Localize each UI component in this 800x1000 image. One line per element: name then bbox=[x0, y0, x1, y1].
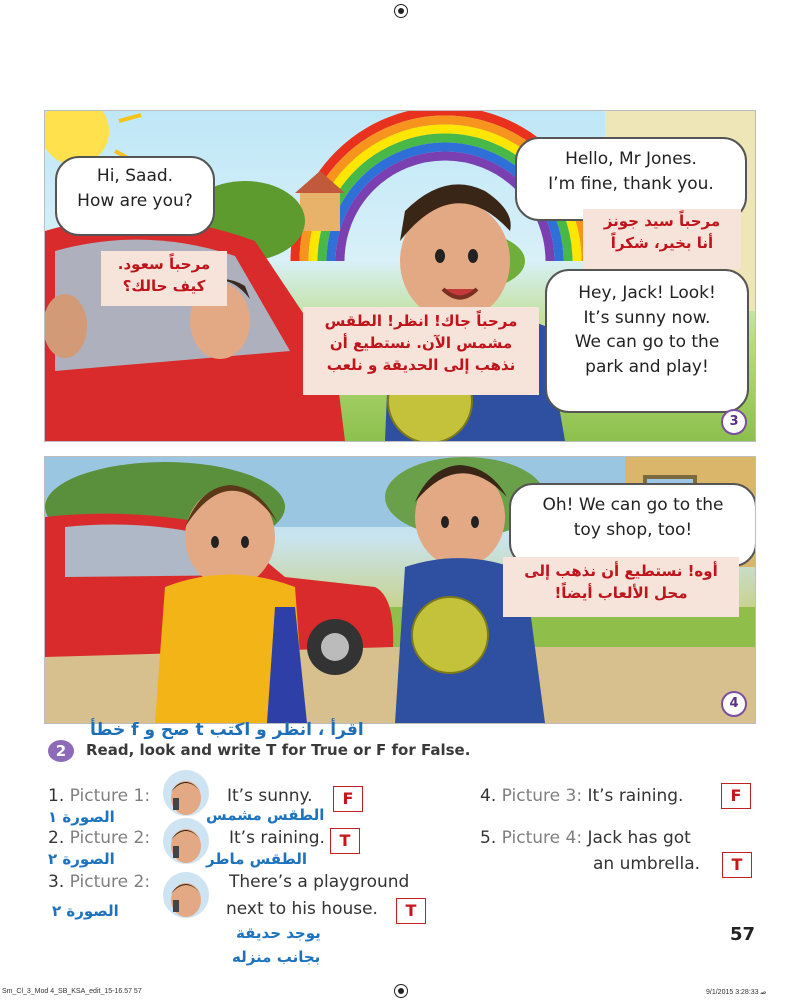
item-5-statement-line-2: an umbrella. bbox=[593, 854, 701, 874]
avatar-boy-phone-icon bbox=[163, 818, 209, 864]
arabic-translation-hi-saad bbox=[101, 251, 227, 306]
speech-bubble-hey-jack bbox=[545, 269, 749, 413]
item-2-arabic-text: الطقس ماطر bbox=[206, 850, 307, 868]
translation-line: مشمس الآن. نستطيع أن bbox=[329, 333, 513, 352]
item-3-statement-line-2: next to his house. bbox=[226, 899, 378, 919]
item-2-row bbox=[48, 828, 150, 848]
answer-box-2[interactable]: T bbox=[330, 828, 360, 854]
item-3-arabic-picture: الصورة ٢ bbox=[52, 902, 119, 920]
item-2-arabic-picture: الصورة ٢ bbox=[48, 850, 115, 868]
avatar-boy-phone-icon bbox=[163, 770, 209, 816]
exercise-number: 2 bbox=[48, 740, 74, 762]
item-3-arabic-text-line-2: بجانب منزله bbox=[232, 948, 321, 966]
avatar-boy-phone-icon bbox=[163, 872, 209, 918]
answer-box-1[interactable]: F bbox=[333, 786, 363, 812]
arabic-translation-mr-jones bbox=[583, 209, 741, 269]
instruction-english: Read, look and write T for True or F for False. bbox=[86, 741, 471, 759]
translation-line: مرحباً جاك! انظر! الطقس bbox=[324, 312, 518, 330]
item-5-row bbox=[480, 828, 691, 848]
translation-line: نذهب إلى الحديقة و نلعب bbox=[326, 355, 516, 374]
bubble-text-line: I’m fine, thank you. bbox=[548, 173, 714, 194]
item-1-row bbox=[48, 786, 150, 806]
item-picture-label: Picture 3: bbox=[501, 786, 583, 806]
instruction-arabic: اقرأ ، انظر و اكتب t صح و f خطأ bbox=[90, 720, 364, 740]
bubble-text-line: It’s sunny now. bbox=[583, 307, 711, 328]
item-picture-label: Picture 2: bbox=[69, 872, 151, 892]
panel-number-3: 3 bbox=[721, 409, 747, 435]
item-2-statement: It’s raining. bbox=[229, 828, 325, 848]
bubble-text-line: We can go to the bbox=[574, 332, 720, 353]
bubble-text-line: Hi, Saad. bbox=[96, 166, 174, 186]
page-number: 57 bbox=[730, 924, 756, 945]
arabic-translation-toy-shop bbox=[503, 557, 739, 617]
translation-line: مرحباً سيد جونز bbox=[603, 212, 721, 230]
item-4-statement: It’s raining. bbox=[587, 786, 684, 806]
comic-panel-3 bbox=[44, 110, 756, 442]
item-3-statement-line-1: There’s a playground bbox=[229, 872, 410, 892]
answer-box-5[interactable]: T bbox=[722, 852, 752, 878]
footer-file-slug: Sm_Cl_3_Mod 4_SB_KSA_edit_15-16.57 57 bbox=[2, 988, 142, 995]
item-number: 4. bbox=[480, 786, 497, 806]
translation-line: أوه! نستطيع أن نذهب إلى bbox=[524, 562, 718, 580]
panel-number-4: 4 bbox=[721, 691, 747, 717]
item-5-statement-line-1: Jack has got bbox=[587, 828, 691, 848]
speech-bubble-toy-shop bbox=[509, 483, 756, 567]
item-picture-label: Picture 2: bbox=[69, 828, 151, 848]
item-number: 1. bbox=[48, 786, 65, 806]
translation-line: أنا بخير، شكراً bbox=[610, 233, 714, 252]
item-1-arabic-picture: الصورة ١ bbox=[48, 808, 115, 826]
translation-line: مرحباً سعود. bbox=[117, 255, 211, 273]
translation-line: كيف حالك؟ bbox=[122, 276, 206, 295]
registration-mark-top bbox=[394, 4, 408, 18]
bubble-text-line: Oh! We can go to the bbox=[542, 495, 724, 515]
translation-line: محل الألعاب أيضاً! bbox=[554, 583, 688, 602]
answer-box-3[interactable]: T bbox=[396, 898, 426, 924]
bubble-text-line: park and play! bbox=[585, 356, 709, 377]
item-3-arabic-text-line-1: يوجد حديقة bbox=[236, 924, 321, 942]
item-1-statement: It’s sunny. bbox=[227, 786, 313, 806]
item-number: 5. bbox=[480, 828, 497, 848]
bubble-text-line: toy shop, too! bbox=[573, 519, 693, 540]
ball-icon bbox=[412, 597, 488, 673]
item-picture-label: Picture 1: bbox=[69, 786, 151, 806]
comic-panel-4 bbox=[44, 456, 756, 724]
registration-mark-bottom bbox=[394, 984, 408, 998]
item-picture-label: Picture 4: bbox=[501, 828, 583, 848]
item-4-row bbox=[480, 786, 683, 806]
answer-box-4[interactable]: F bbox=[721, 783, 751, 809]
item-number: 3. bbox=[48, 872, 65, 892]
footer-timestamp: 9/1/2015 3:28:33 ﺻ bbox=[706, 989, 767, 996]
item-number: 2. bbox=[48, 828, 65, 848]
bubble-text-line: How are you? bbox=[77, 190, 193, 211]
arabic-translation-hey-jack bbox=[303, 307, 539, 395]
bubble-text-line: Hello, Mr Jones. bbox=[565, 149, 697, 169]
item-1-arabic-text: الطقس مشمس bbox=[206, 806, 325, 824]
speech-bubble-hi-saad bbox=[55, 156, 215, 236]
bubble-text-line: Hey, Jack! Look! bbox=[578, 283, 716, 303]
item-3-row bbox=[48, 872, 150, 892]
